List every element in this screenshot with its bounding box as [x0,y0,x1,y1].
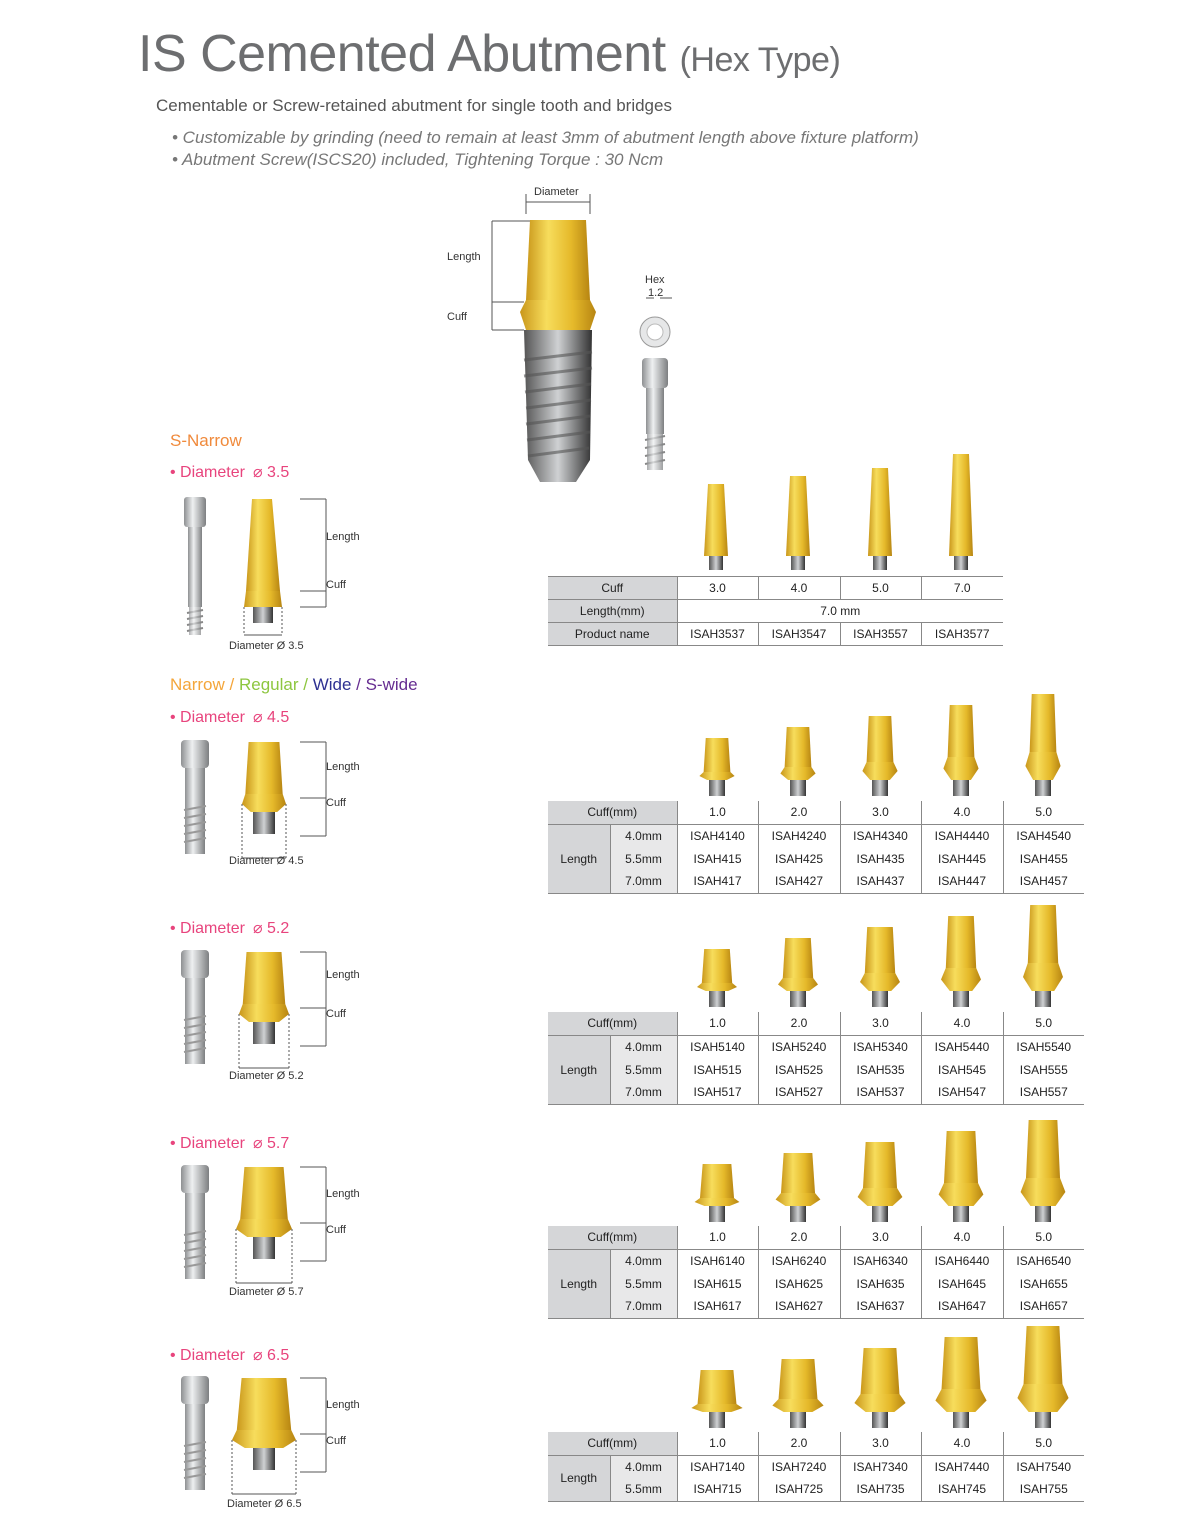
table-cell: ISAH6440 [921,1249,1003,1272]
d45-abutment-diagram [178,740,348,900]
abutment-isah7240-image [772,1359,823,1428]
table-header-cell: Length [548,1035,610,1104]
title-main: IS Cemented Abutment [138,25,666,83]
d45-spec-table [548,801,1084,894]
hex-size-label: 1.2 [648,287,664,299]
table-cell: 3.0 [840,1226,921,1249]
abutment-isah4440-image [943,705,978,796]
table-cell: ISAH3547 [758,623,840,646]
abutment-isah5340-image [860,927,900,1007]
table-cell: ISAH615 [677,1272,758,1295]
abutment-isah7140-image [691,1370,742,1428]
table-cell: ISAH735 [840,1478,921,1501]
diameter-heading-4-5: • Diameter ⌀ 4.5 [170,709,290,726]
s-narrow-diameter-caption: Diameter Ø 3.5 [229,640,304,652]
d52-product-images [676,905,1096,1009]
abutment-isah6340-image [858,1142,903,1222]
table-row [548,600,1003,623]
table-cell: 4.0 [921,801,1003,824]
table-cell: 4.0 [921,1432,1003,1455]
table-row [548,870,1084,893]
diameter-heading-5-7: • Diameter ⌀ 5.7 [170,1135,290,1152]
table-cell: ISAH745 [921,1478,1003,1501]
abutment-isah6540-image [1021,1120,1066,1222]
table-cell: 5.0 [1003,1432,1084,1455]
implant-assembly-diagram [440,180,680,490]
table-cell: 4.0 [921,1226,1003,1249]
table-row [548,1012,1084,1035]
abutment-isah5540-image [1023,905,1063,1007]
abutment-isah3577-image [949,454,973,570]
s-narrow-spec-table [548,576,1003,646]
table-row [548,1035,1084,1058]
d52-spec-table [548,1012,1084,1105]
cuff-label: Cuff [447,311,467,323]
table-cell: ISAH5240 [758,1035,840,1058]
d52-abutment-diagram [178,950,348,1110]
table-cell: ISAH555 [1003,1058,1084,1081]
table-cell: 3.0 [840,1432,921,1455]
abutment-isah4340-image [862,716,897,796]
table-header-cell: 4.0mm [610,1455,677,1478]
diameter-label: Diameter [534,186,579,198]
d57-cuff-label: Cuff [326,1224,346,1236]
table-cell: ISAH3557 [840,623,921,646]
table-header-cell: 4.0mm [610,1035,677,1058]
table-header-cell: 5.5mm [610,1478,677,1501]
table-cell: ISAH6540 [1003,1249,1084,1272]
table-cell: 5.0 [1003,801,1084,824]
d65-spec-table [548,1432,1084,1502]
table-cell: ISAH3577 [921,623,1003,646]
table-row [548,1081,1084,1104]
table-header-cell: 7.0mm [610,1081,677,1104]
table-cell: ISAH537 [840,1081,921,1104]
d57-diameter-caption: Diameter Ø 5.7 [229,1286,304,1298]
table-cell: ISAH455 [1003,847,1084,870]
table-cell: ISAH4340 [840,824,921,847]
table-cell: 4.0 [921,1012,1003,1035]
abutment-isah5140-image [697,949,737,1007]
d52-diameter-caption: Diameter Ø 5.2 [229,1070,304,1082]
table-cell: ISAH637 [840,1295,921,1318]
table-cell: 5.0 [1003,1012,1084,1035]
table-cell: ISAH725 [758,1478,840,1501]
table-cell: ISAH4440 [921,824,1003,847]
abutment-isah6440-image [939,1131,984,1222]
page-title [138,24,840,84]
table-header-cell: Cuff(mm) [548,1226,677,1249]
table-cell: ISAH445 [921,847,1003,870]
table-cell: ISAH437 [840,870,921,893]
d57-spec-table [548,1226,1084,1319]
table-header-cell: Length [548,824,610,893]
size-group-title: Narrow / Regular / Wide / S-wide [170,675,418,694]
table-cell: ISAH5140 [677,1035,758,1058]
table-cell: 1.0 [677,1432,758,1455]
abutment-isah4240-image [780,727,815,796]
hex-label: Hex [645,274,665,286]
table-cell: ISAH7440 [921,1455,1003,1478]
table-cell: ISAH7140 [677,1455,758,1478]
table-cell: ISAH557 [1003,1081,1084,1104]
table-row [548,1295,1084,1318]
table-cell: ISAH417 [677,870,758,893]
table-cell: ISAH715 [677,1478,758,1501]
table-header-cell: Product name [548,623,677,646]
table-cell: ISAH655 [1003,1272,1084,1295]
d57-length-label: Length [326,1188,360,1200]
table-cell: ISAH435 [840,847,921,870]
table-cell: ISAH5540 [1003,1035,1084,1058]
d45-cuff-label: Cuff [326,797,346,809]
table-cell: 3.0 [840,1012,921,1035]
table-header-cell: 4.0mm [610,824,677,847]
table-cell: ISAH427 [758,870,840,893]
table-cell: 3.0 [840,801,921,824]
d57-product-images [676,1120,1096,1224]
table-row [548,824,1084,847]
abutment-isah7340-image [854,1348,905,1428]
page-subtitle: Cementable or Screw-retained abutment for single tooth and bridges [156,96,672,115]
table-cell: ISAH5440 [921,1035,1003,1058]
table-cell: ISAH525 [758,1058,840,1081]
feature-bullets [172,127,919,171]
table-cell: ISAH7540 [1003,1455,1084,1478]
table-row [548,1226,1084,1249]
table-cell: ISAH515 [677,1058,758,1081]
abutment-isah7440-image [935,1337,986,1428]
diameter-heading-6-5: • Diameter ⌀ 6.5 [170,1347,290,1364]
diameter-heading-5-2: • Diameter ⌀ 5.2 [170,920,290,937]
abutment-isah3537-image [704,484,728,570]
table-cell: ISAH545 [921,1058,1003,1081]
table-cell: ISAH527 [758,1081,840,1104]
s-narrow-product-images [680,452,1010,572]
abutment-isah4140-image [699,738,734,796]
table-header-cell: Cuff(mm) [548,1012,677,1035]
table-header-cell: 7.0mm [610,870,677,893]
table-header-cell: Cuff(mm) [548,1432,677,1455]
table-cell: ISAH6240 [758,1249,840,1272]
table-header-cell: 4.0mm [610,1249,677,1272]
table-cell: ISAH6340 [840,1249,921,1272]
table-row [548,1478,1084,1501]
d65-abutment-diagram [178,1376,348,1528]
d45-length-label: Length [326,761,360,773]
d45-diameter-caption: Diameter Ø 4.5 [229,855,304,867]
table-row [548,1432,1084,1455]
d52-cuff-label: Cuff [326,1008,346,1020]
d65-product-images [676,1326,1096,1430]
table-cell: 1.0 [677,801,758,824]
table-cell: 7.0 mm [677,600,1003,623]
table-row [548,577,1003,600]
table-header-cell: Cuff(mm) [548,801,677,824]
table-row [548,847,1084,870]
bullet-item: • Customizable by grinding (need to remain at least 3mm of abutment length above fixture platform) [172,128,919,147]
table-row [548,623,1003,646]
table-cell: ISAH3537 [677,623,758,646]
table-cell: ISAH535 [840,1058,921,1081]
table-cell: 5.0 [840,577,921,600]
table-header-cell: Length(mm) [548,600,677,623]
table-cell: ISAH7240 [758,1455,840,1478]
bullet-item: • Abutment Screw(ISCS20) included, Tightening Torque : 30 Ncm [172,150,664,169]
table-cell: ISAH4240 [758,824,840,847]
table-cell: 3.0 [677,577,758,600]
table-cell: 1.0 [677,1012,758,1035]
table-cell: ISAH645 [921,1272,1003,1295]
table-header-cell: Cuff [548,577,677,600]
table-cell: ISAH4140 [677,824,758,847]
table-cell: ISAH635 [840,1272,921,1295]
table-cell: ISAH627 [758,1295,840,1318]
table-cell: ISAH4540 [1003,824,1084,847]
diameter-heading-3-5: • Diameter ⌀ 3.5 [170,464,290,481]
table-cell: ISAH447 [921,870,1003,893]
s-narrow-length-label: Length [326,531,360,543]
table-cell: 7.0 [921,577,1003,600]
s-narrow-abutment-diagram [178,495,348,655]
table-cell: ISAH517 [677,1081,758,1104]
table-cell: ISAH7340 [840,1455,921,1478]
table-cell: 1.0 [677,1226,758,1249]
table-cell: 2.0 [758,801,840,824]
table-cell: 2.0 [758,1012,840,1035]
table-cell: ISAH415 [677,847,758,870]
table-cell: ISAH6140 [677,1249,758,1272]
table-row [548,1058,1084,1081]
d65-length-label: Length [326,1399,360,1411]
table-header-cell: 5.5mm [610,847,677,870]
d65-diameter-caption: Diameter Ø 6.5 [227,1498,302,1510]
abutment-isah3557-image [868,468,892,570]
table-cell: 2.0 [758,1226,840,1249]
table-cell: 5.0 [1003,1226,1084,1249]
table-cell: ISAH457 [1003,870,1084,893]
d65-cuff-label: Cuff [326,1435,346,1447]
table-cell: ISAH755 [1003,1478,1084,1501]
abutment-isah4540-image [1025,694,1060,796]
title-suffix: (Hex Type) [679,41,841,79]
length-label: Length [447,251,481,263]
d57-abutment-diagram [178,1165,348,1325]
abutment-isah6240-image [776,1153,821,1222]
table-header-cell: 5.5mm [610,1058,677,1081]
table-cell: ISAH647 [921,1295,1003,1318]
abutment-isah7540-image [1017,1326,1068,1428]
s-narrow-cuff-label: Cuff [326,579,346,591]
table-cell: 2.0 [758,1432,840,1455]
abutment-isah3547-image [786,476,810,570]
table-header-cell: 5.5mm [610,1272,677,1295]
table-row [548,1455,1084,1478]
table-header-cell: 7.0mm [610,1295,677,1318]
table-cell: ISAH5340 [840,1035,921,1058]
d45-product-images [676,694,1096,798]
table-header-cell: Length [548,1249,610,1318]
s-narrow-title: S-Narrow [170,431,242,450]
abutment-isah5240-image [778,938,818,1007]
d52-length-label: Length [326,969,360,981]
table-cell: ISAH425 [758,847,840,870]
table-row [548,1249,1084,1272]
table-header-cell: Length [548,1455,610,1501]
table-row [548,1272,1084,1295]
table-cell: ISAH657 [1003,1295,1084,1318]
abutment-isah5440-image [941,916,981,1007]
table-cell: ISAH547 [921,1081,1003,1104]
table-row [548,801,1084,824]
abutment-isah6140-image [695,1164,740,1222]
table-cell: 4.0 [758,577,840,600]
table-cell: ISAH625 [758,1272,840,1295]
table-cell: ISAH617 [677,1295,758,1318]
